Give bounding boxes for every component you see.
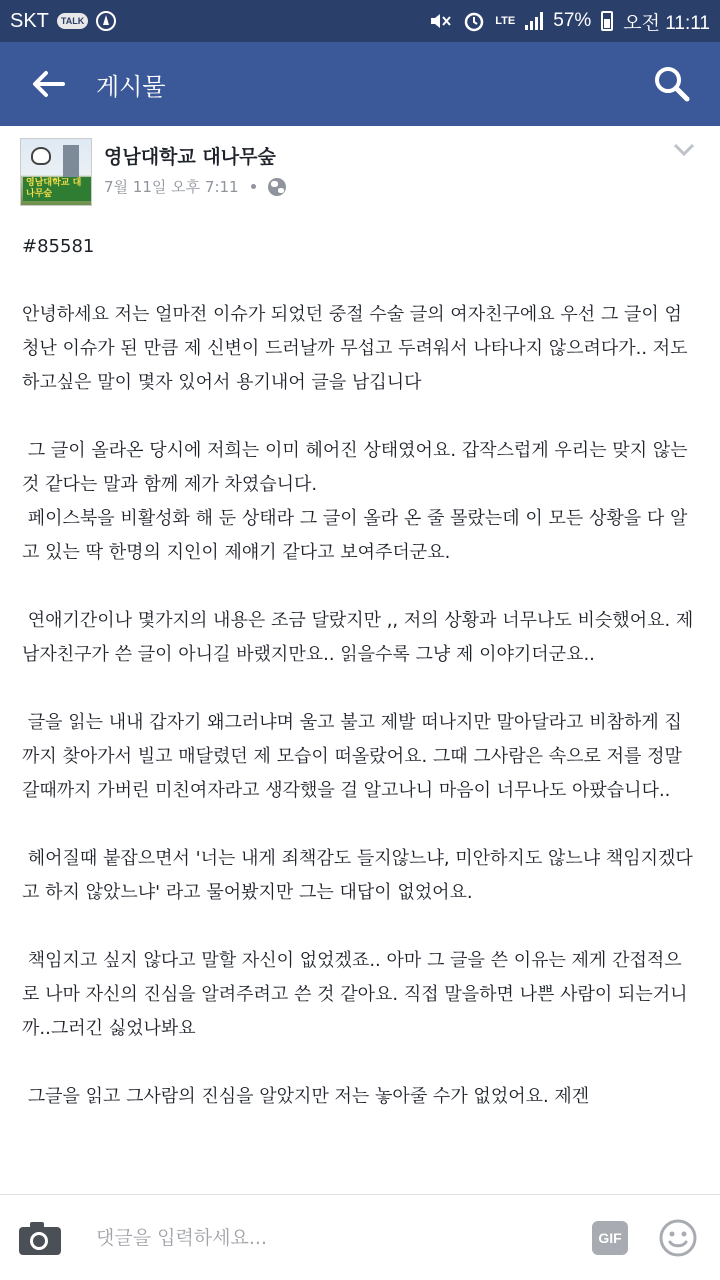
comment-bar xyxy=(0,1194,720,1280)
emoji-button[interactable] xyxy=(658,1218,698,1258)
battery-percent: 57% xyxy=(553,10,592,31)
app-bar xyxy=(0,42,720,126)
post-timestamp[interactable]: 7월 11일 오후 7:11 xyxy=(104,178,239,196)
alarm-icon xyxy=(463,10,485,32)
post-paragraph: 그 글이 올라온 당시에 저희는 이미 헤어진 상태였어요. 갑작스럽게 우리는 맞지 않는 것 같다는 말과 함께 제가 차였습니다. 페이스북을 비활성화 해 둔 상태라 그 글이 올라 온 줄 몰랐는데 이 모든 상황을 다 알고 있는 딱 한명의 지인이 제얘기 같다고 보여주더군요. xyxy=(22,440,688,563)
page-name[interactable]: 영남대학교 대나무숲 xyxy=(104,146,276,168)
carrier-label: SKT xyxy=(10,9,49,32)
battery-icon xyxy=(601,11,613,31)
clock: 오전 11:11 xyxy=(623,12,710,34)
globe-icon xyxy=(268,178,286,196)
camera-icon xyxy=(17,1219,63,1257)
chevron-down-icon xyxy=(672,140,696,160)
search-button[interactable] xyxy=(624,42,720,126)
camera-button[interactable] xyxy=(0,1195,80,1280)
kakaotalk-notification-icon: TALK xyxy=(57,13,88,29)
post-paragraph: 헤어질때 붙잡으면서 '너는 내게 죄책감도 들지않느냐, 미안하지도 않느냐 책임지겠다고 하지 않았느냐' 라고 물어봤지만 그는 대답이 없었어요. xyxy=(22,848,693,903)
status-left xyxy=(10,10,116,33)
search-icon xyxy=(653,65,691,103)
navigation-notification-icon xyxy=(96,11,116,31)
post-paragraph: 안녕하세요 저는 얼마전 이슈가 되었던 중절 수술 글의 여자친구에요 우선 그 글이 엄청난 이슈가 된 만큼 제 신변이 드러날까 무섭고 두려워서 나타나지 않으려다가.. 저도 하고싶은 말이 몇자 있어서 용기내어 글을 남깁니다 xyxy=(22,304,694,393)
avatar-cat xyxy=(31,147,51,165)
signal-icon xyxy=(525,12,543,30)
post-body xyxy=(0,216,720,1114)
smiley-icon xyxy=(658,1218,698,1258)
status-right xyxy=(429,8,710,35)
back-button[interactable] xyxy=(0,42,96,126)
status-bar xyxy=(0,0,720,42)
page-avatar[interactable] xyxy=(20,138,92,206)
post-header xyxy=(0,126,720,216)
post-hashtag[interactable]: #85581 xyxy=(22,236,95,257)
post-paragraph: 그글을 읽고 그사람의 진심을 알았지만 저는 놓아줄 수가 없었어요. 제겐 xyxy=(22,1086,590,1107)
page-title: 게시물 xyxy=(96,72,166,101)
arrow-left-icon xyxy=(31,70,65,98)
lte-label: LTE xyxy=(495,15,516,27)
mute-icon xyxy=(429,11,453,31)
comment-input[interactable] xyxy=(80,1208,592,1268)
post xyxy=(0,126,720,1194)
post-paragraph: 연애기간이나 몇가지의 내용은 조금 달랐지만 ,, 저의 상황과 너무나도 비슷했어요. 제 남자친구가 쓴 글이 아니길 바랬지만요.. 읽을수록 그냥 제 이야기더군요.. xyxy=(22,610,700,665)
post-options-button[interactable] xyxy=(672,140,696,160)
gif-button[interactable]: GIF xyxy=(592,1221,628,1255)
avatar-caption: 영남대학교 대나무숲 xyxy=(23,177,91,201)
post-paragraph: 글을 읽는 내내 갑자기 왜그러냐며 울고 불고 제발 떠나지만 말아달라고 비참하게 집까지 찾아가서 빌고 매달렸던 제 모습이 떠올랐어요. 그때 그사람은 속으로 저를 정말 갈때까지 가버린 미친여자라고 생각했을 걸 알고나니 마음이 너무나도 아팠습니다.. xyxy=(22,712,688,801)
post-meta xyxy=(104,176,286,197)
post-paragraph: 책임지고 싶지 않다고 말할 자신이 없었겠죠.. 아마 그 글을 쓴 이유는 제게 간접적으로 나마 자신의 진심을 알려주려고 쓴 것 같아요. 직접 말을하면 나쁜 사람이 되는거니까..그러긴 싫었나봐요 xyxy=(22,950,688,1039)
meta-separator xyxy=(251,184,256,189)
